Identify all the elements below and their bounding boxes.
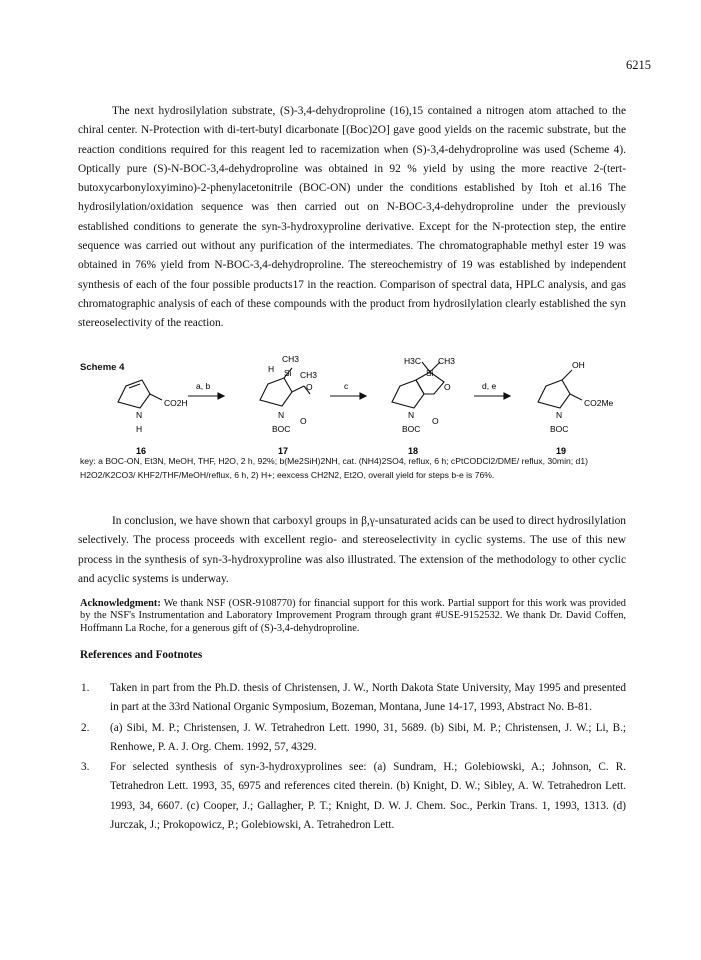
group-h3c-18: H3C [404,356,422,366]
atom-h-16: H [136,424,143,434]
atom-o-carbonyl-18: O [432,416,439,426]
compound-number-17: 17 [278,446,289,456]
paragraph-conclusion: In conclusion, we have shown that carboxyl groups in β,γ-unsaturated acids can be used to direct hydrosilylation selectively. The process proceeds with excellent regio- and stereoselectivity in cyclic systems. The use of this new process in the synthesis of syn-3-hydroxyproline was also illustrated. The extension of the methodology to other cyclic and acyclic systems is underway. [78,515,626,585]
scheme-key: key: a BOC-ON, Et3N, MeOH, THF, H2O, 2 h, 92%; b(Me2SiH)2NH, cat. (NH4)2SO4, reflux, 6 h; cPtCODCl2/DME/ reflux, 30min; d1) H2O2/K2CO3/ KHF2/THF/MeOH/reflux, 6 h, 2) H+; eexcess CH2N2, Et2O, overall yield for steps b-e is 76%. [80,456,588,480]
compound-number-16: 16 [136,446,147,456]
group-ch3-top-17: CH3 [282,356,300,364]
atom-o-carbonyl-17: O [300,416,307,426]
arrow-label-de: d, e [482,381,497,391]
reference-number: 2. [81,721,90,734]
group-boc-17: BOC [272,424,291,434]
reference-item [78,679,626,718]
acknowledgment-heading: Acknowledgment: [80,598,161,609]
group-co2me: CO2Me [584,398,614,408]
atom-o-18: O [444,382,451,392]
references-heading: References and Footnotes [80,649,203,661]
atom-n-19: N [556,410,563,420]
reference-item [78,758,626,835]
atom-n-17: N [278,410,285,420]
acknowledgment-text: We thank NSF (OSR-9108770) for financial support for this work. Partial support for this work was provided by the NSF's Instrumentation and Laboratory Improvement Program through grant #USE-9152532. We thank Dr. David Coffen, Hoffmann La Roche, for a generous gift of (S)-3,4-dehydroproline. [80,598,627,634]
group-boc-19: BOC [550,424,569,434]
compound-number-18: 18 [408,446,419,456]
compound-16-structure [118,380,162,408]
compound-18-structure [392,362,444,408]
scheme-label: Scheme 4 [80,362,125,373]
atom-si-18: Si [426,368,434,378]
compound-19-structure [538,370,582,408]
group-ch3-17: CH3 [300,370,318,380]
group-oh-19: OH [572,360,585,370]
scheme-4-diagram [78,356,638,468]
arrow-label-ab: a, b [196,381,211,391]
compound-number-19: 19 [556,446,567,456]
group-co2h: CO2H [164,398,188,408]
reference-text: (a) Sibi, M. P.; Christensen, J. W. Tetrahedron Lett. 1990, 31, 5689. (b) Sibi, M. P.; Christensen, J. W.; Li, B.; Renhowe, P. A. J. Org. Chem. 1992, 57, 4329. [110,721,626,753]
acknowledgment [80,598,626,635]
group-ch3-18: CH3 [438,356,456,366]
atom-h-si-17: H [268,364,275,374]
reference-text: For selected synthesis of syn-3-hydroxyprolines see: (a) Sundram, H.; Golebiowski, A.; Johnson, C. R. Tetrahedron Lett. 1993, 35, 6975 and references cited therein. (b) Knight, D. W.; Sibley, A. W. Tetrahedron Lett. 1993, 34, 6607. (c) Cooper, J.; Gallagher, P. T.; Knight, D. W. J. Chem. Soc., Perkin Trans. 1, 1993, 1313. (d) Jurczak, J.; Prokopowicz, P.; Golebiowski, A. Tetrahedron Lett. [110,761,626,832]
page-number: 6215 [626,58,651,72]
atom-o-17: O [306,382,313,392]
reference-item [78,719,626,758]
reference-number: 1. [81,682,90,694]
reference-number: 3. [81,761,90,774]
atom-n-16: N [136,410,143,420]
atom-n-18: N [408,410,415,420]
arrow-label-c: c [344,381,349,391]
references-list [78,679,626,836]
atom-si-17: Si [284,368,292,378]
group-boc-18: BOC [402,424,421,434]
reference-text: Taken in part from the Ph.D. thesis of Christensen, J. W., North Dakota State University, May 1995 and presented in part at the 33rd National Organic Symposium, Bozeman, Montana, June 14-17, 1993, Abstract No. B-81. [110,682,626,714]
paragraph-hydrosilylation: The next hydrosilylation substrate, (S)-3,4-dehydroproline (16),15 contained a nitrogen atom attached to the chiral center. N-Protection with di-tert-butyl dicarbonate [(Boc)2O] gave good yields on the racemic substrate, but the reaction conditions required for this reagent led to racemization when (S)-3,4-dehydroproline was used (Scheme 4). Optically pure (S)-N-BOC-3,4-dehydroproline was obtained in 92 % yield by using the more reactive 2-(tert-butoxycarbonyloxyimino)-2-phenylacetonitrile (BOC-ON) under the conditions established by Itoh et al.16 The hydrosilylation/oxidation sequence was then carried out on N-BOC-3,4-dehydroproline under the previously established conditions to generate the syn-3-hydroxyproline derivative. Except for the N-protection step, the entire sequence was carried out without any purification of the intermediates. The chromatographable methyl ester 19 was obtained in 76% yield from N-BOC-3,4-dehydroproline. The stereochemistry of 19 was established by independent synthesis of each of the four possible products17 in the reaction. Comparison of spectral data, HPLC analysis, and gas chromatographic analysis of each of these compounds with the product from hydrosilylation clearly established the syn stereoselectivity of the reaction. [78,105,626,330]
